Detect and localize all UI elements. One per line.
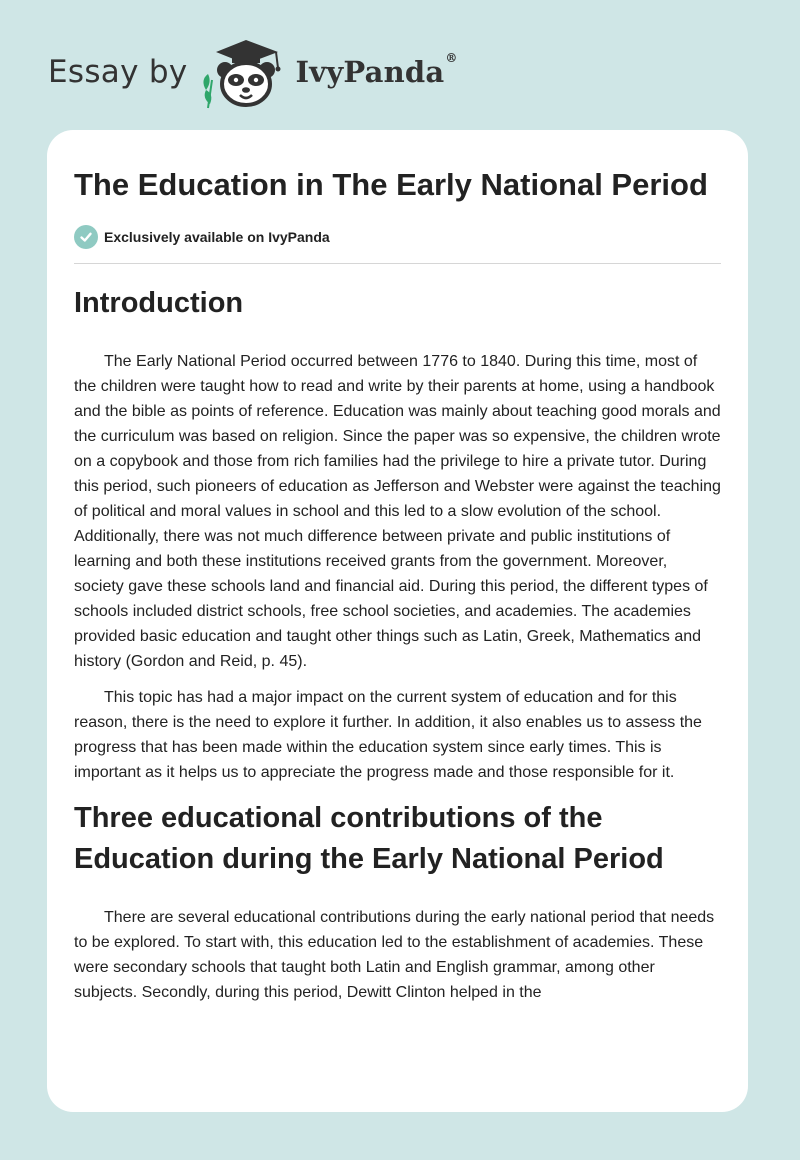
page-title: The Education in The Early National Period xyxy=(74,167,708,202)
article-card xyxy=(47,130,748,1112)
panda-graduate-icon xyxy=(198,34,294,110)
essay-by-label: Essay by xyxy=(48,54,188,90)
brand-name[interactable] xyxy=(295,51,458,89)
check-icon xyxy=(74,225,98,249)
exclusive-badge xyxy=(74,225,721,264)
paragraph: The Early National Period occurred between 1776 to 1840. During this time, most of the children were taught how to read and write by their parents at home, using a handbook and the bible as points of reference. Education was mainly about teaching good morals and the curriculum was based on religion. Since the paper was so expensive, the children wrote on a copybook and those from rich families had the privilege to hire a private tutor. During this period, such pioneers of education as Jefferson and Webster were against the teaching of political and moral values in school and this led to a slow evolution of the school. Additionally, there was not much difference between private and public institutions of learning and both these institutions received grants from the government. Moreover, society gave these schools land and financial aid. During this period, the different types of schools included district schools, free school societies, and academies. The academies provided basic education and taught other things such as Latin, Greek, Mathematics and history (Gordon and Reid, p. 45). xyxy=(74,353,721,670)
registered-mark: ® xyxy=(445,51,458,65)
exclusive-badge-label: Exclusively available on IvyPanda xyxy=(104,229,330,245)
paragraph: There are several educational contributions during the early national period that needs to be explored. To start with, this education led to the establishment of academies. These were secondary schools that taught both Latin and English grammar, among other subjects. Secondly, during this period, Dewitt Clinton helped in the xyxy=(74,909,715,1001)
section-heading-introduction: Introduction xyxy=(74,287,244,319)
section-heading-contributions: Three educational contributions of the Education during the Early National Period xyxy=(74,802,664,875)
paragraph: This topic has had a major impact on the current system of education and for this reason, there is the need to explore it further. In addition, it also enables us to assess the progress that has been made within the education system since early times. This is important as it helps us to appreciate the progress made and those responsible for it. xyxy=(74,689,702,781)
site-header xyxy=(48,34,458,110)
brand-label: IvyPanda xyxy=(295,55,445,89)
